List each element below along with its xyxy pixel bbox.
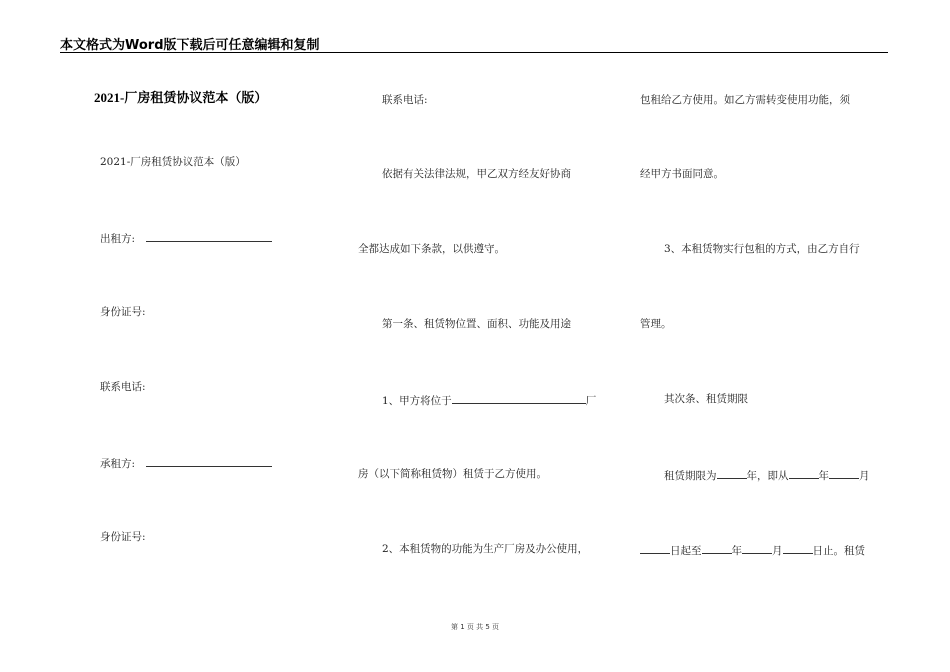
lessee-id-label: 身份证号: xyxy=(100,531,146,543)
item-1-suffix: 厂 xyxy=(585,395,597,407)
article-2-title: 其次条、租赁期限 xyxy=(664,393,748,405)
lease-term-continuation xyxy=(640,542,865,558)
usage-line-1: 包租给乙方使用。如乙方需转变使用功能，须 xyxy=(640,94,850,106)
item-2-line: 2、本租赁物的功能为生产厂房及办公使用， xyxy=(382,543,589,555)
document-title: 2021-厂房租赁协议范本（版） xyxy=(94,90,268,105)
end-year-label: 年 xyxy=(731,545,742,557)
lease-term-line xyxy=(664,467,870,483)
lessor-line xyxy=(100,230,272,246)
column-right xyxy=(630,0,920,672)
end-year-blank xyxy=(702,542,732,554)
start-month-label: 月 xyxy=(859,470,870,482)
end-day-label: 日止。租赁 xyxy=(812,545,865,557)
item-3-line: 3、本租赁物实行包租的方式，由乙方自行 xyxy=(664,243,860,255)
lessee-line xyxy=(100,455,272,471)
item-3-continuation: 管理。 xyxy=(640,318,672,330)
lessor-blank xyxy=(146,230,272,242)
lessor-phone-label: 联系电话: xyxy=(100,381,146,393)
page-number: 第 1 页 共 5 页 xyxy=(450,623,500,631)
item-1-continuation: 房（以下简称租赁物）租赁于乙方使用。 xyxy=(358,468,547,480)
term-label: 租赁期限为 xyxy=(664,470,717,482)
document-subtitle: 2021-厂房租赁协议范本（版） xyxy=(100,156,246,168)
usage-line-2: 经甲方书面同意。 xyxy=(640,168,724,180)
start-day-label: 日起至 xyxy=(670,545,702,557)
intro-line-2: 全都达成如下条款，以供遵守。 xyxy=(358,243,505,255)
end-month-label: 月 xyxy=(772,545,783,557)
start-month-blank xyxy=(829,467,859,479)
column-middle xyxy=(330,0,620,672)
end-day-blank xyxy=(783,542,813,554)
start-day-blank xyxy=(640,542,670,554)
intro-line-1: 依据有关法律法规，甲乙双方经友好协商 xyxy=(382,168,571,180)
term-from-label: 年，即从 xyxy=(746,470,789,482)
item-1-prefix: 1、甲方将位于 xyxy=(382,395,452,407)
start-year-label: 年 xyxy=(818,470,829,482)
start-year-blank xyxy=(789,467,819,479)
location-blank xyxy=(452,392,586,404)
term-years-blank xyxy=(717,467,747,479)
lessee-label: 承租方: xyxy=(100,458,136,470)
page-header: 本文格式为Word版下载后可任意编辑和复制 xyxy=(60,38,320,53)
lessor-label: 出租方: xyxy=(100,233,136,245)
lessee-phone-label: 联系电话: xyxy=(382,94,428,106)
end-month-blank xyxy=(742,542,772,554)
column-left xyxy=(0,0,320,672)
lessor-id-label: 身份证号: xyxy=(100,306,146,318)
article-1-title: 第一条、租赁物位置、面积、功能及用途 xyxy=(382,318,571,330)
item-1-line xyxy=(382,392,596,408)
lessee-blank xyxy=(146,455,272,467)
